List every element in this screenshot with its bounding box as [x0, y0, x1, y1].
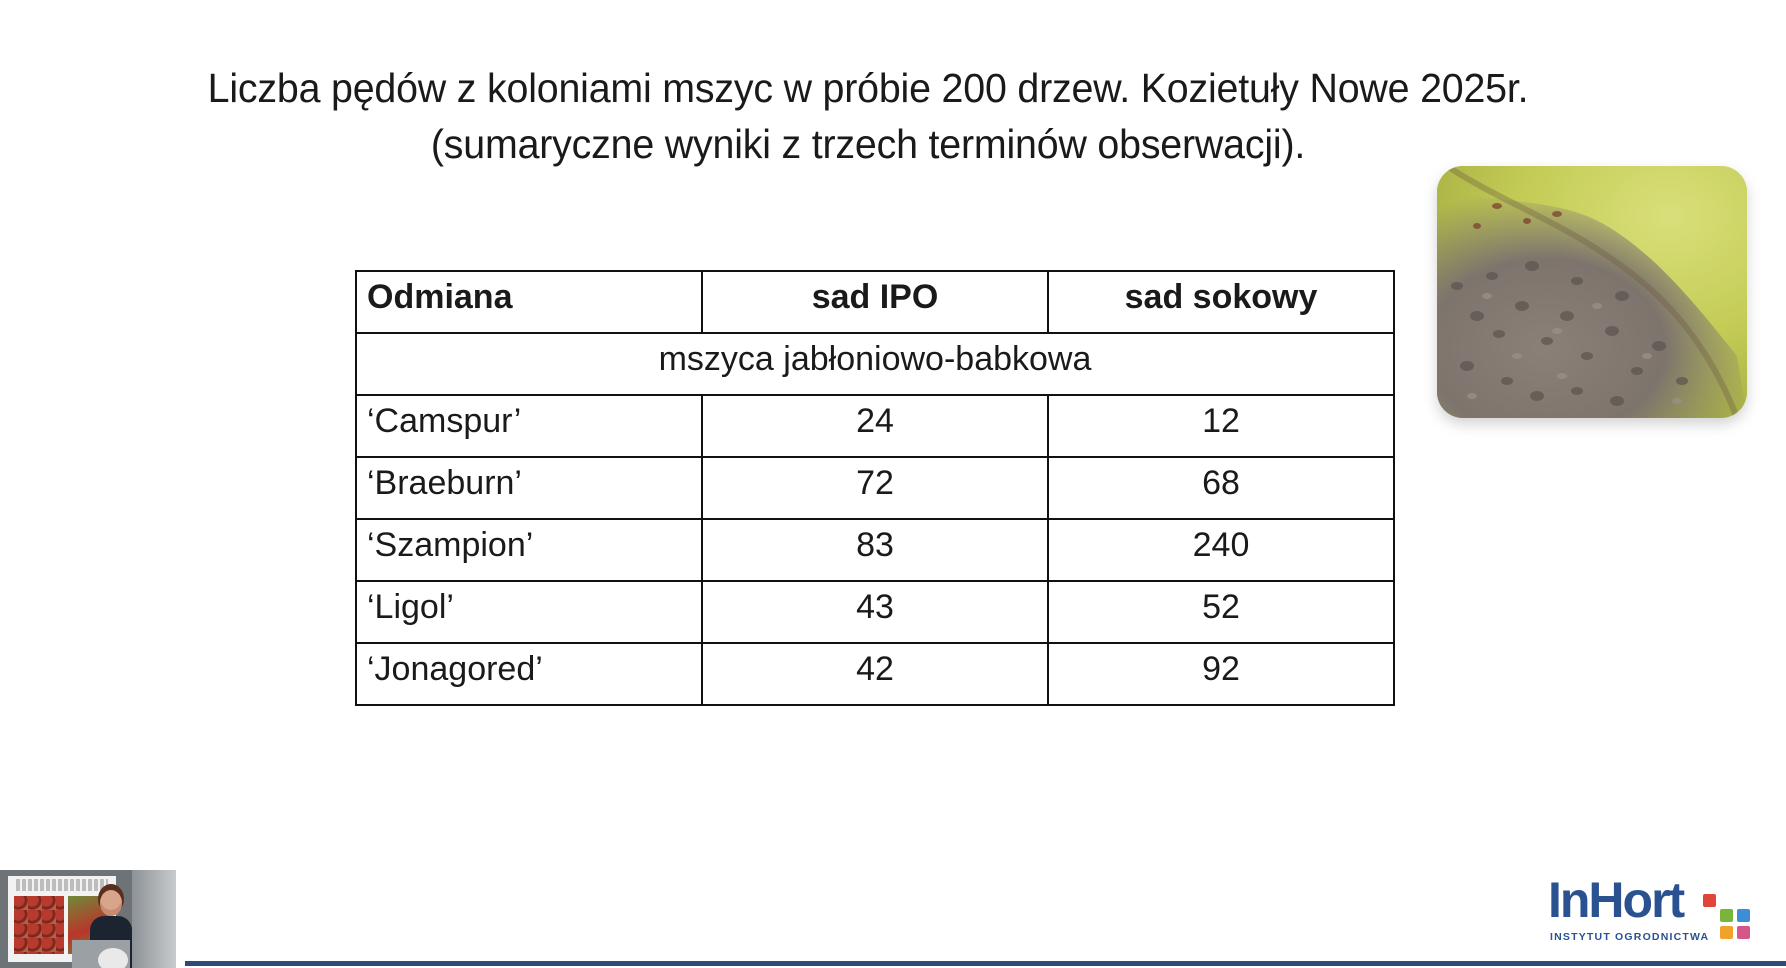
table-header-row [356, 271, 1394, 333]
table-row [356, 581, 1394, 643]
header-sad-ipo: sad IPO [702, 271, 1048, 333]
bottom-accent-line [185, 961, 1786, 966]
logo-wordmark: InHort [1548, 872, 1684, 928]
header-variety: Odmiana [356, 271, 702, 333]
variety-cell: ‘Ligol’ [356, 581, 702, 643]
aphid-colonies-table [355, 270, 1395, 706]
slide-title [35, 60, 1702, 172]
logo-square-pink [1737, 926, 1750, 939]
table-row [356, 519, 1394, 581]
header-sad-sokowy: sad sokowy [1048, 271, 1394, 333]
logo-square-green [1720, 909, 1733, 922]
table-group-row [356, 333, 1394, 395]
aphid-colony-photo [1437, 166, 1747, 418]
sokowy-cell: 92 [1048, 643, 1394, 705]
inhort-logo [1548, 872, 1758, 948]
ipo-cell: 43 [702, 581, 1048, 643]
sokowy-cell: 240 [1048, 519, 1394, 581]
table-row [356, 643, 1394, 705]
logo-subtitle: INSTYTUT OGRODNICTWA [1550, 931, 1710, 943]
logo-square-orange [1720, 926, 1733, 939]
speaker-video-thumbnail[interactable] [0, 870, 176, 968]
ipo-cell: 83 [702, 519, 1048, 581]
variety-cell: ‘Szampion’ [356, 519, 702, 581]
table-row [356, 457, 1394, 519]
group-label: mszyca jabłoniowo-babkowa [356, 333, 1394, 395]
variety-cell: ‘Braeburn’ [356, 457, 702, 519]
ipo-cell: 24 [702, 395, 1048, 457]
ipo-cell: 72 [702, 457, 1048, 519]
slide-title-line-1: Liczba pędów z koloniami mszyc w próbie 200 drzew. Kozietuły Nowe 2025r. [207, 65, 1529, 111]
sokowy-cell: 68 [1048, 457, 1394, 519]
slide-title-line-2: (sumaryczne wyniki z trzech terminów obserwacji). [430, 121, 1306, 167]
variety-cell: ‘Jonagored’ [356, 643, 702, 705]
variety-cell: ‘Camspur’ [356, 395, 702, 457]
table-row [356, 395, 1394, 457]
ipo-cell: 42 [702, 643, 1048, 705]
logo-square-blue [1737, 909, 1750, 922]
sokowy-cell: 52 [1048, 581, 1394, 643]
logo-square-red [1703, 894, 1716, 907]
sokowy-cell: 12 [1048, 395, 1394, 457]
